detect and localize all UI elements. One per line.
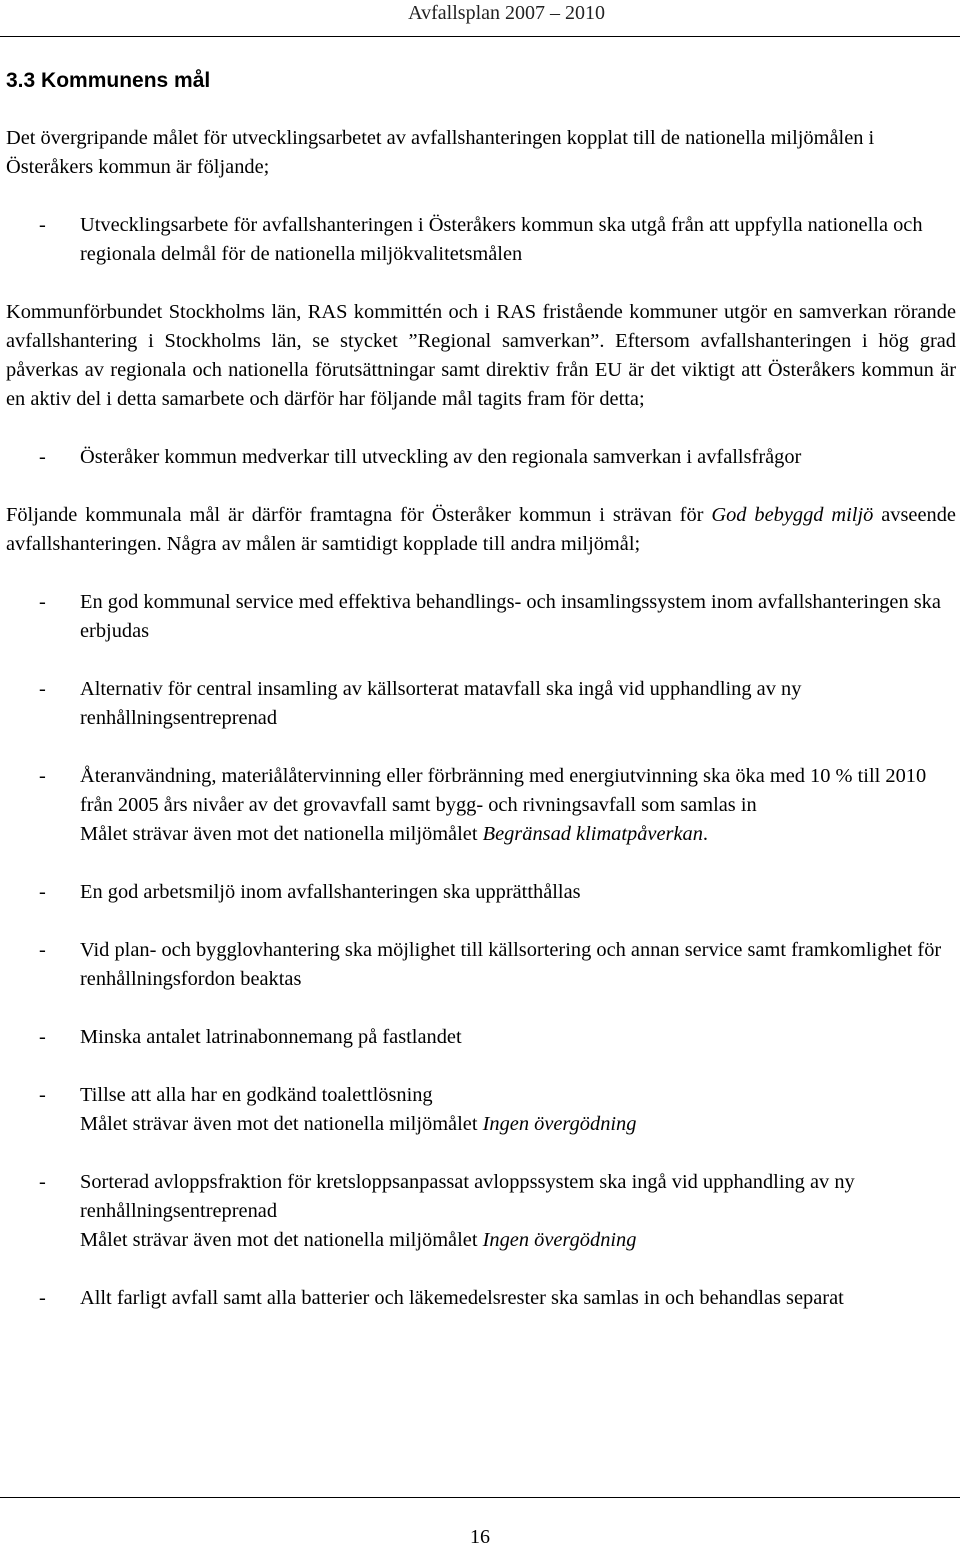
goal-item (6, 878, 956, 907)
running-header: Avfallsplan 2007 – 2010 (408, 2, 605, 24)
bullet-item (6, 211, 956, 269)
goal-item (6, 1168, 956, 1255)
goal-item (6, 762, 956, 849)
bullet-dash: - (39, 591, 46, 613)
goal-note (80, 1110, 956, 1139)
ras-paragraph: Kommunförbundet Stockholms län, RAS kommittén och i RAS fristående kommuner utgör en samverkan rörande avfallshantering i Stockholms län, se stycket ”Regional samverkan”. Eftersom avfallshanteringen i hög grad påverkas av regionala och nationella förutsättningar samt direktiv från EU är det viktigt att Österåkers kommun är en aktiv del i detta samarbete och därför har följande mål tagits fram för detta; (6, 301, 956, 410)
bullet-dash: - (39, 939, 46, 961)
section-title: 3.3 Kommunens mål (6, 69, 211, 92)
goal-note-italic: Ingen övergödning (482, 1113, 637, 1135)
goal-text: Alternativ för central insamling av källsorterat matavfall ska ingå vid upphandling av ny renhållningsentreprenad (80, 678, 802, 729)
bullet-dash: - (39, 446, 46, 468)
goal-note (80, 1226, 956, 1255)
goals-intro-prefix: Följande kommunala mål är därför framtagna för Österåker kommun i strävan för (6, 504, 704, 526)
goal-note (80, 820, 956, 849)
bullet-dash: - (39, 1084, 46, 1106)
bullet-dash: - (39, 765, 46, 787)
goal-item (6, 675, 956, 733)
goal-text: Vid plan- och bygglovhantering ska möjlighet till källsortering och annan service samt framkomlighet för renhållningsfordon beaktas (80, 939, 942, 990)
bullet-dash: - (39, 1026, 46, 1048)
bullet-dash: - (39, 881, 46, 903)
intro-paragraph: Det övergripande målet för utvecklingsarbetet av avfallshanteringen kopplat till de nationella miljömålen i Österåkers kommun är följande; (6, 127, 875, 178)
page-number: 16 (470, 1526, 490, 1548)
footer-rule (0, 1497, 960, 1498)
bullet-item (6, 443, 956, 472)
goal-note-prefix: Målet strävar även mot det nationella miljömålet (80, 1229, 478, 1251)
bullet-dash: - (39, 214, 46, 236)
goal-note-italic: Ingen övergödning (482, 1229, 637, 1251)
goal-text: Återanvändning, materiålåtervinning eller förbränning med energiutvinning ska öka med 10 % till 2010 från 2005 års nivåer av det grovavfall samt bygg- och rivningsavfall som samlas in (80, 765, 927, 816)
goal-note-prefix: Målet strävar även mot det nationella miljömålet (80, 823, 478, 845)
bullet-dash: - (39, 678, 46, 700)
goals-intro-italic: God bebyggd miljö (711, 504, 874, 526)
bullet-dash: - (39, 1287, 46, 1309)
goal-item (6, 936, 956, 994)
goal-text: Tillse att alla har en godkänd toalettlösning (80, 1084, 433, 1106)
body-content (6, 124, 956, 1313)
goal-text: En god arbetsmiljö inom avfallshanteringen ska upprätthållas (80, 881, 581, 903)
goals-intro-suffix: avseende avfallshanteringen. Några av målen är samtidigt kopplade till andra miljömål; (6, 504, 956, 555)
header-rule (0, 36, 960, 37)
bullet-text: Österåker kommun medverkar till utveckling av den regionala samverkan i avfallsfrågor (80, 446, 802, 468)
goal-item (6, 588, 956, 646)
goal-note-prefix: Målet strävar även mot det nationella miljömålet (80, 1113, 478, 1135)
goal-note-suffix: . (702, 823, 709, 845)
goal-text: Sorterad avloppsfraktion för kretsloppsanpassat avloppssystem ska ingå vid upphandling av ny renhållningsentreprenad (80, 1171, 855, 1222)
goal-text: En god kommunal service med effektiva behandlings- och insamlingssystem inom avfallshanteringen ska erbjudas (80, 591, 941, 642)
bullet-dash: - (39, 1171, 46, 1193)
goal-item (6, 1081, 956, 1139)
goals-list (6, 588, 956, 1313)
goals-intro-paragraph (6, 501, 956, 559)
bullet-text: Utvecklingsarbete för avfallshanteringen i Österåkers kommun ska utgå från att uppfylla nationella och regionala delmål för de nationella miljökvalitetsmålen (80, 214, 923, 265)
goal-note-italic: Begränsad klimatpåverkan (482, 823, 703, 845)
goal-item (6, 1023, 956, 1052)
goal-item (6, 1284, 956, 1313)
goal-text: Allt farligt avfall samt alla batterier och läkemedelsrester ska samlas in och behandlas separat (80, 1287, 844, 1309)
goal-text: Minska antalet latrinabonnemang på fastlandet (80, 1026, 462, 1048)
